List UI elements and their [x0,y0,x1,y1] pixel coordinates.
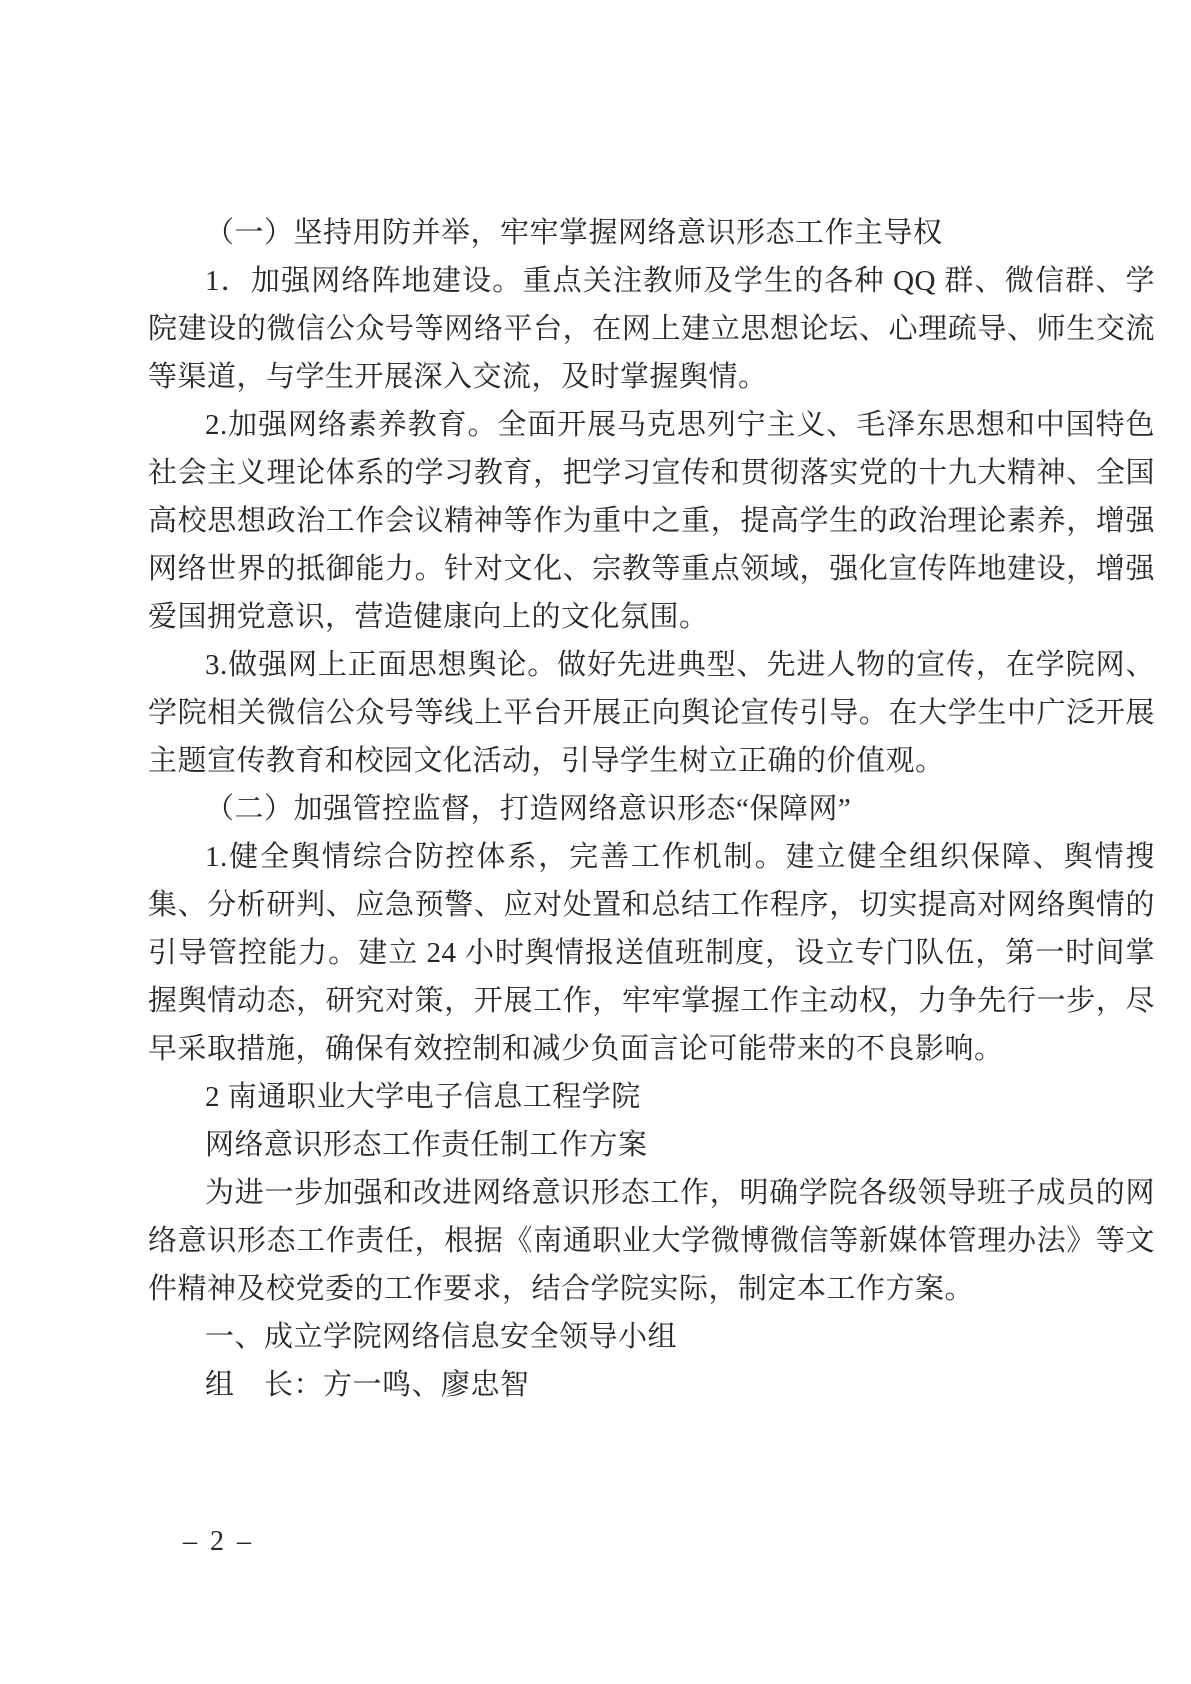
section-2-heading: （二）加强管控监督，打造网络意识形态“保障网” [205,793,852,825]
intro-paragraph: 为进一步加强和改进网络意识形态工作，明确学院各级领导班子成员的网络意识形态工作责任，根据《南通职业大学微博微信等新媒体管理办法》等文件精神及校党委的工作要求，结合学院实际，制定本工作方案。 [148,1177,1155,1305]
page-number: – 2 – [183,1526,254,1557]
section-1-heading: （一）坚持用防并举，牢牢掌握网络意识形态工作主导权 [205,217,943,249]
section-1-item-3: 3.做强网上正面思想舆论。做好先进典型、先进人物的宣传，在学院网、学院相关微信公众号等线上平台开展正向舆论宣传引导。在大学生中广泛开展主题宣传教育和校园文化活动，引导学生树立正确的价值观。 [148,649,1155,777]
group-leader-line: 组 长：方一鸣、廖忠智 [205,1369,530,1401]
section-2-item-1: 1.健全舆情综合防控体系，完善工作机制。建立健全组织保障、舆情搜集、分析研判、应急预警、应对处置和总结工作程序，切实提高对网络舆情的引导管控能力。建立 24 小时舆情报送值班制度，设立专门队伍，第一时间掌握舆情动态，研究对策，开展工作，牢牢掌握工作主动权，力争先行一步，尽早采取措施，确保有效控制和减少负面言论可能带来的不良影响。 [148,841,1155,1065]
leading-group-heading: 一、成立学院网络信息安全领导小组 [205,1321,678,1353]
attachment-title-line-1: 2 南通职业大学电子信息工程学院 [205,1081,641,1113]
section-1-item-1: 1．加强网络阵地建设。重点关注教师及学生的各种 QQ 群、微信群、学院建设的微信公众号等网络平台，在网上建立思想论坛、心理疏导、师生交流等渠道，与学生开展深入交流，及时掌握舆情。 [148,265,1155,393]
document-body [148,209,1155,1409]
section-1-item-2: 2.加强网络素养教育。全面开展马克思列宁主义、毛泽东思想和中国特色社会主义理论体系的学习教育，把学习宣传和贯彻落实党的十九大精神、全国高校思想政治工作会议精神等作为重中之重，提高学生的政治理论素养，增强网络世界的抵御能力。针对文化、宗教等重点领域，强化宣传阵地建设，增强爱国拥党意识，营造健康向上的文化氛围。 [148,409,1155,633]
attachment-title-line-2: 网络意识形态工作责任制工作方案 [205,1129,648,1161]
